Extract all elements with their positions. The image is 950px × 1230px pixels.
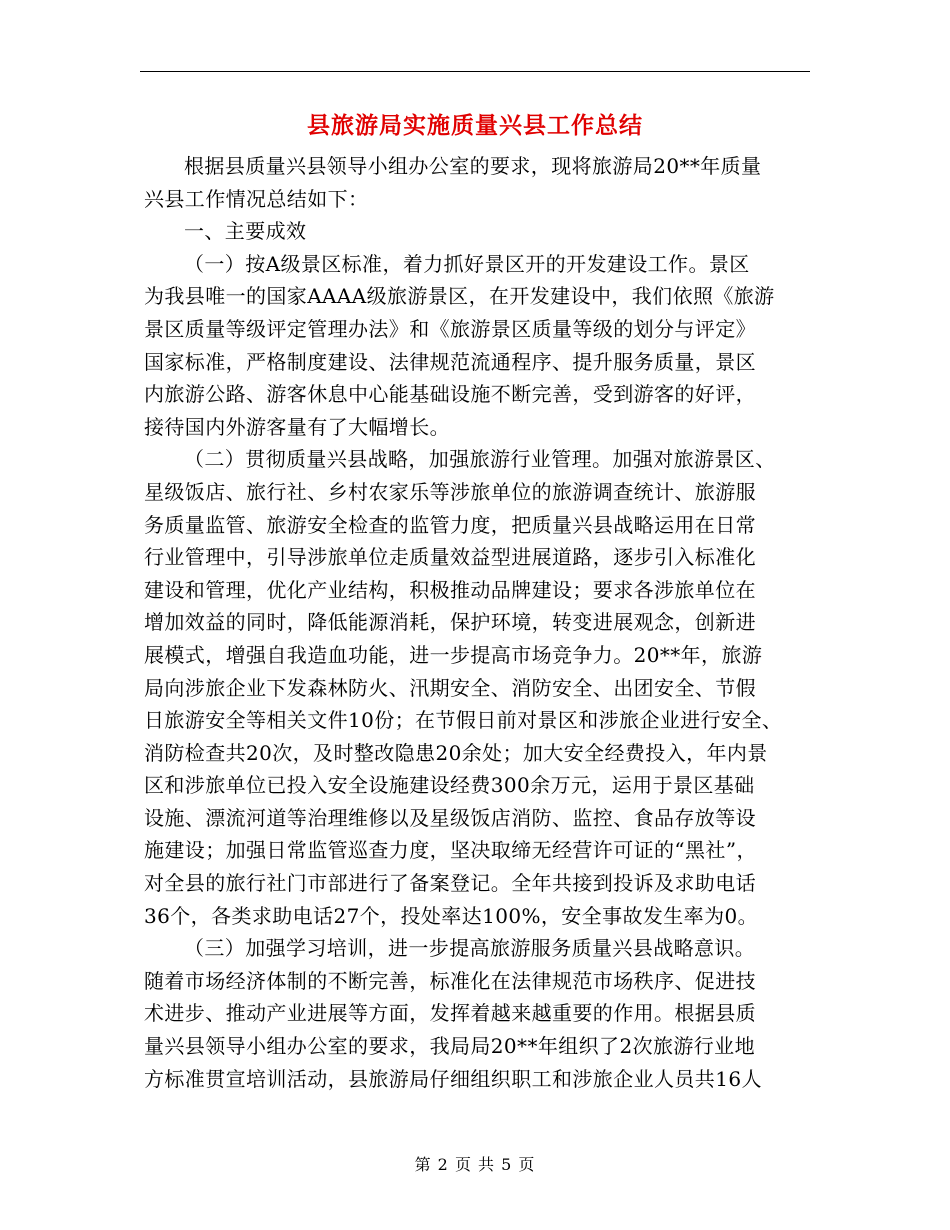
text-line: 务质量监管、旅游安全检查的监管力度，把质量兴县战略运用在日常 (144, 512, 756, 537)
text-line: 方标准贯宣培训活动，县旅游局仔细组织职工和涉旅企业人员共16人 (144, 1066, 762, 1091)
text-line: 对全县的旅行社门市部进行了备案登记。全年共接到投诉及求助电话 (144, 871, 756, 896)
text-line: 36个，各类求助电话27个，投处率达100%，安全事故发生率为0。 (144, 903, 759, 928)
text-line: （三）加强学习培训，进一步提高旅游服务质量兴县战略意识。 (184, 936, 756, 961)
text-line: 区和涉旅单位已投入安全设施建设经费300余万元，运用于景区基础 (144, 773, 755, 798)
text-line: 一、主要成效 (184, 219, 307, 244)
text-line: 施建设；加强日常监管巡查力度，坚决取缔无经营许可证的“黑社”， (144, 838, 757, 863)
text-line: 增加效益的同时，降低能源消耗，保护环境，转变进展观念，创新进 (144, 610, 756, 635)
text-line: 兴县工作情况总结如下： (144, 186, 369, 211)
text-line: 量兴县领导小组办公室的要求，我局局20**年组织了2次旅游行业地 (144, 1034, 755, 1059)
text-line: 展模式，增强自我造血功能，进一步提高市场竞争力。20**年，旅游 (144, 642, 763, 667)
text-line: 根据县质量兴县领导小组办公室的要求，现将旅游局20**年质量 (184, 154, 762, 178)
text-line: 国家标准，严格制度建设、法律规范流通程序、提升服务质量，景区 (144, 349, 756, 374)
text-line: 局向涉旅企业下发森林防火、汛期安全、消防安全、出团安全、节假 (144, 675, 756, 700)
document-body (144, 150, 814, 1095)
text-line: 为我县唯一的国家AAAA级旅游景区，在开发建设中，我们依照《旅游 (144, 284, 775, 309)
text-line: 消防检查共20次，及时整改隐患20余处；加大安全经费投入，年内景 (144, 740, 768, 765)
header-rule (140, 71, 810, 72)
text-line: 随着市场经济体制的不断完善，标准化在法律规范市场秩序、促进技 (144, 968, 756, 993)
text-line: 行业管理中，引导涉旅单位走质量效益型进展道路，逐步引入标准化 (144, 545, 756, 570)
document-title: 县旅游局实施质量兴县工作总结 (307, 113, 643, 139)
text-line: 设施、漂流河道等治理维修以及星级饭店消防、监控、食品存放等设 (144, 805, 756, 830)
text-line: （二）贯彻质量兴县战略，加强旅游行业管理。加强对旅游景区、 (184, 447, 776, 472)
text-line: 内旅游公路、游客休息中心能基础设施不断完善，受到游客的好评， (144, 382, 756, 407)
text-line: 建设和管理，优化产业结构，积极推动品牌建设；要求各涉旅单位在 (144, 577, 756, 602)
text-line: 景区质量等级评定管理办法》和《旅游景区质量等级的划分与评定》 (144, 316, 756, 341)
text-line: 日旅游安全等相关文件10份；在节假日前对景区和涉旅企业进行安全、 (144, 708, 783, 733)
text-line: 星级饭店、旅行社、乡村农家乐等涉旅单位的旅游调查统计、旅游服 (144, 479, 756, 504)
text-line: 术进步、推动产业进展等方面，发挥着越来越重要的作用。根据县质 (144, 1001, 756, 1026)
page-footer: 第 2 页 共 5 页 (414, 1155, 536, 1174)
text-line: 接待国内外游客量有了大幅增长。 (144, 414, 450, 439)
text-line: （一）按A级景区标准，着力抓好景区开的开发建设工作。景区 (184, 251, 750, 276)
